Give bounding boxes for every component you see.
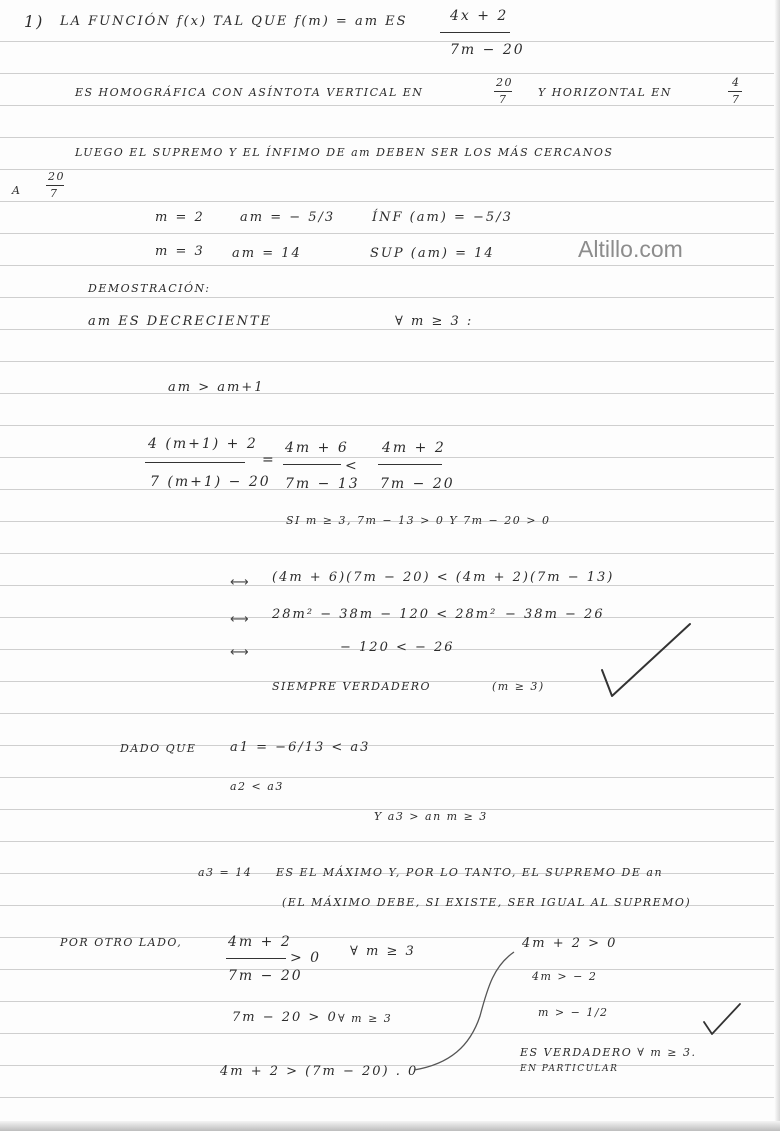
decreasing-claim: am ES DECRECIENTE: [88, 314, 272, 329]
supremum-value: SUP (am) = 14: [370, 246, 495, 261]
checkmark-icon: [700, 1000, 744, 1038]
maximum-note: (EL MÁXIMO DEBE, SI EXISTE, SER IGUAL AL SUPREMO): [282, 896, 692, 909]
in-particular: EN PARTICULAR: [520, 1064, 619, 1074]
am-value-m3: am = 14: [232, 246, 302, 261]
a2-less-a3: a2 < a3: [230, 780, 284, 793]
equivalence-arrow: ⟷: [230, 575, 252, 590]
numerator-positive: 4m + 2 > 0: [522, 936, 618, 951]
function-statement: LA FUNCIÓN f(x) TAL QUE f(m) = am ES: [60, 14, 408, 29]
near-numerator: 20: [48, 170, 65, 183]
text-a: A: [12, 184, 22, 197]
given-that: DADO QUE: [120, 742, 197, 755]
problem-number: 1): [24, 12, 45, 31]
simplified-inequality: − 120 < − 26: [340, 640, 455, 655]
va-numerator: 20: [496, 76, 513, 89]
an-greater-an1: am > am+1: [168, 380, 265, 395]
less-than-sign: <: [345, 458, 359, 474]
a1-less-a3: a1 = −6/13 < a3: [230, 740, 371, 755]
m-geq-3-note: (m ≥ 3): [492, 680, 545, 693]
frac3-numerator: 4m + 2: [382, 440, 446, 456]
expanded-left: 28m² − 38m − 120 < 28m²: [272, 607, 498, 622]
frac4-denominator: 7m − 20: [228, 968, 303, 984]
frac2-denominator: 7m − 13: [285, 476, 360, 492]
infimum-value: ÍNF (am) = −5/3: [372, 210, 513, 225]
sup-inf-text: LUEGO EL SUPREMO Y EL ÍNFIMO DE am DEBEN SER LOS MÁS CERCANOS: [75, 146, 614, 159]
fraction-numerator: 4x + 2: [450, 8, 509, 24]
cross-multiplied: (4m + 6)(7m − 20) < (4m + 2)(7m − 13): [272, 570, 615, 585]
frac3-denominator: 7m − 20: [380, 476, 455, 492]
condition-line: SI m ≥ 3, 7m − 13 > 0 Y 7m − 20 > 0: [286, 514, 551, 527]
near-denominator: 7: [50, 187, 59, 200]
ha-denominator: 7: [732, 93, 741, 106]
for-all-m-3: ∀ m ≥ 3 :: [395, 314, 474, 329]
expanded-right: − 38m − 26: [505, 607, 605, 622]
frac4-numerator: 4m + 2: [228, 934, 292, 950]
fraction-bar: [46, 185, 64, 186]
fraction-denominator: 7m − 20: [450, 42, 525, 58]
frac1-denominator: 7 (m+1) − 20: [150, 474, 271, 490]
m-greater-neg-half: m > − 1/2: [538, 1006, 609, 1019]
for-all-m-3-b: ∀ m ≥ 3: [350, 944, 416, 959]
homographic-text: ES HOMOGRÁFICA CON ASÍNTOTA VERTICAL EN: [75, 86, 424, 99]
equals-sign: =: [262, 452, 276, 468]
fraction-bar: [494, 91, 512, 92]
equivalence-arrow: ⟷: [230, 645, 252, 660]
for-all-m-3-c: ∀ m ≥ 3: [338, 1012, 393, 1025]
demonstration-heading: DEMOSTRACIÓN:: [88, 282, 211, 295]
fraction-bar: [728, 91, 742, 92]
connector-curve-icon: [410, 946, 520, 1076]
am-value-m2: am = − 5/3: [240, 210, 336, 225]
fraction-bar: [145, 462, 245, 463]
fraction-bar: [378, 464, 442, 465]
maximum-statement: ES EL MÁXIMO Y, POR LO TANTO, EL SUPREMO DE an: [276, 866, 664, 879]
four-m-greater: 4m > − 2: [532, 970, 598, 983]
a3-equals-14: a3 = 14: [198, 866, 253, 879]
watermark: Altillo.com: [578, 236, 683, 262]
greater-than-zero: > 0: [290, 950, 322, 966]
always-true: SIEMPRE VERDADERO: [272, 680, 432, 693]
frac1-numerator: 4 (m+1) + 2: [148, 436, 258, 452]
denominator-positive: 7m − 20 > 0: [232, 1010, 338, 1025]
equivalence-arrow: ⟷: [230, 612, 252, 627]
multiplied-out: 4m + 2 > (7m − 20) . 0: [220, 1064, 419, 1079]
horizontal-text: Y HORIZONTAL EN: [538, 86, 672, 99]
checkmark-icon: [598, 618, 694, 702]
page-edge-bottom: [0, 1121, 780, 1131]
frac2-numerator: 4m + 6: [285, 440, 349, 456]
true-for-all: ES VERDADERO ∀ m ≥ 3.: [520, 1046, 697, 1059]
fraction-bar: [226, 958, 286, 959]
fraction-bar: [440, 32, 510, 33]
m-equals-2: m = 2: [155, 210, 205, 225]
page-edge-right: [774, 0, 780, 1131]
on-the-other-hand: POR OTRO LADO,: [60, 936, 183, 949]
m-equals-3: m = 3: [155, 244, 205, 259]
a3-greater-an: Y a3 > an m ≥ 3: [374, 810, 488, 823]
ha-numerator: 4: [732, 76, 741, 89]
va-denominator: 7: [499, 93, 508, 106]
fraction-bar: [283, 464, 341, 465]
